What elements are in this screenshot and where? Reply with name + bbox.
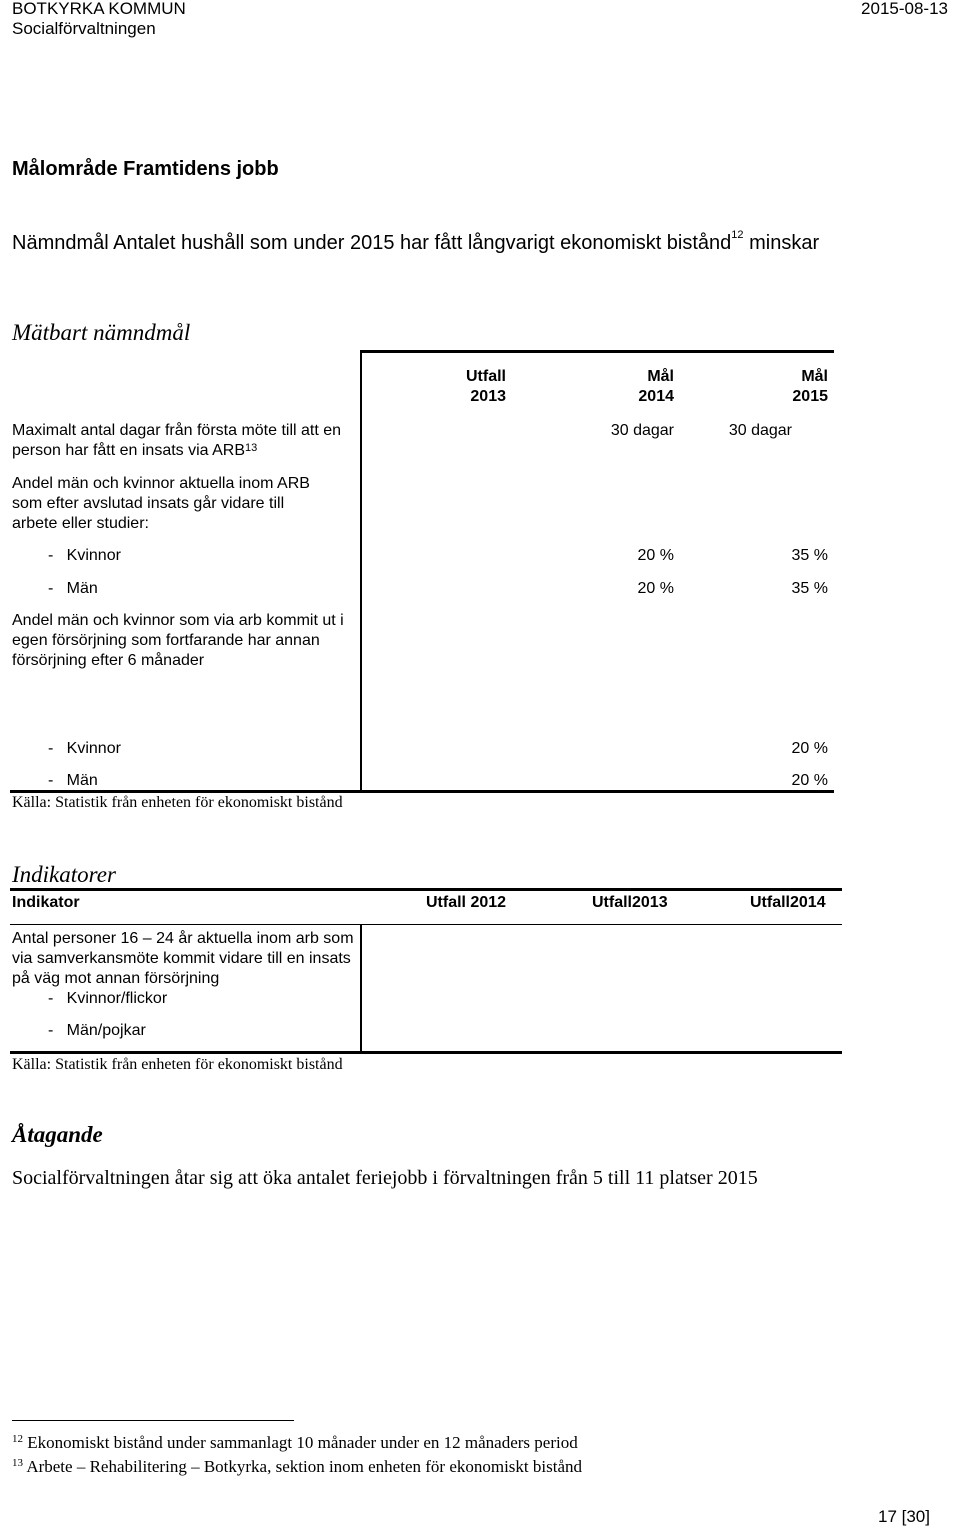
indicators-bottom-rule: [10, 1051, 842, 1054]
men2-2015: 20 %: [791, 772, 828, 789]
women2-2015: 20 %: [791, 740, 828, 757]
document-date: 2015-08-13: [861, 0, 948, 18]
indicators-source: Källa: Statistik från enheten för ekonomiskt bistånd: [12, 1056, 343, 1073]
col-indikator: Indikator: [12, 894, 80, 911]
row-women-label: - Kvinnor: [48, 547, 121, 564]
max-days-2015: 30 dagar: [728, 422, 792, 439]
goal-text: Nämndmål Antalet hushåll som under 2015 har fått långvarigt ekonomiskt bistånd: [12, 232, 732, 254]
indicator-row-label: Antal personer 16 – 24 år aktuella inom arb som via samverkansmöte kommit vidare till en insats på väg mot annan försörjning: [12, 930, 354, 987]
footnote-12: $^{12}$ Ekonomiskt bistånd under sammanlagt 10 månader under en 12 månaders period: [12, 1433, 578, 1452]
col-utfall2014: Utfall2014: [750, 894, 826, 911]
table-bottom-rule: [10, 790, 834, 793]
col-utfall-2012: Utfall 2012: [426, 894, 507, 911]
row-men2-label: - Män: [48, 772, 98, 789]
row-women2-label: - Kvinnor: [48, 740, 121, 757]
department-name: Socialförvaltningen: [12, 19, 156, 38]
commitment-heading: Åtagande: [12, 1122, 103, 1147]
indicator-women-label: - Kvinnor/flickor: [48, 990, 168, 1007]
section-title: Målområde Framtidens jobb: [12, 158, 279, 180]
col-utfall-2013: Utfall 2013: [466, 368, 506, 405]
max-days-2014: 30 dagar: [610, 422, 674, 439]
row-share-support-label: Andel män och kvinnor som via arb kommit ut i egen försörjning som fortfarande har annan försörjning efter 6 månader: [12, 612, 344, 669]
women-2014: 20 %: [637, 547, 674, 564]
indicators-top-rule: [10, 888, 842, 891]
org-name: BOTKYRKA KOMMUN: [12, 0, 186, 18]
indicators-vertical-rule: [360, 924, 362, 1052]
commitment-text: Socialförvaltningen åtar sig att öka antalet feriejobb i förvaltningen från 5 till 11 platser 2015: [12, 1167, 758, 1189]
measurable-source: Källa: Statistik från enheten för ekonomiskt bistånd: [12, 794, 343, 811]
row-max-days-label: Maximalt antal dagar från första möte till att en person har fått en insats via ARB$^{13}$: [12, 422, 342, 459]
page-number: 17 [30]: [878, 1507, 930, 1526]
men-2015: 35 %: [791, 580, 828, 597]
indicators-header-rule: [10, 924, 842, 925]
footnote-13: $^{13}$ Arbete – Rehabilitering – Botkyrka, sektion inom enheten för ekonomiskt bistånd: [12, 1457, 583, 1476]
goal-suffix: minskar: [749, 232, 820, 254]
measurable-heading: Mätbart nämndmål: [12, 320, 191, 345]
col-mal-2014: Mål 2014: [638, 368, 674, 405]
col-mal-2015: Mål 2015: [792, 368, 828, 405]
table-vertical-rule: [360, 350, 362, 792]
row-men-label: - Män: [48, 580, 98, 597]
col-utfall2013: Utfall2013: [592, 894, 668, 911]
table-top-rule: [360, 350, 834, 353]
footnote-ref-12: 12: [731, 229, 744, 241]
indicator-men-label: - Män/pojkar: [48, 1022, 146, 1039]
men-2014: 20 %: [637, 580, 674, 597]
row-share-work-label: Andel män och kvinnor aktuella inom ARB som efter avslutad insats går vidare till arbete eller studier:: [12, 475, 310, 532]
goal-statement: [12, 229, 820, 255]
footnote-ref-13: 13: [245, 442, 258, 454]
indicators-heading: Indikatorer: [12, 862, 116, 887]
women-2015: 35 %: [791, 547, 828, 564]
footnote-rule: [12, 1420, 294, 1421]
